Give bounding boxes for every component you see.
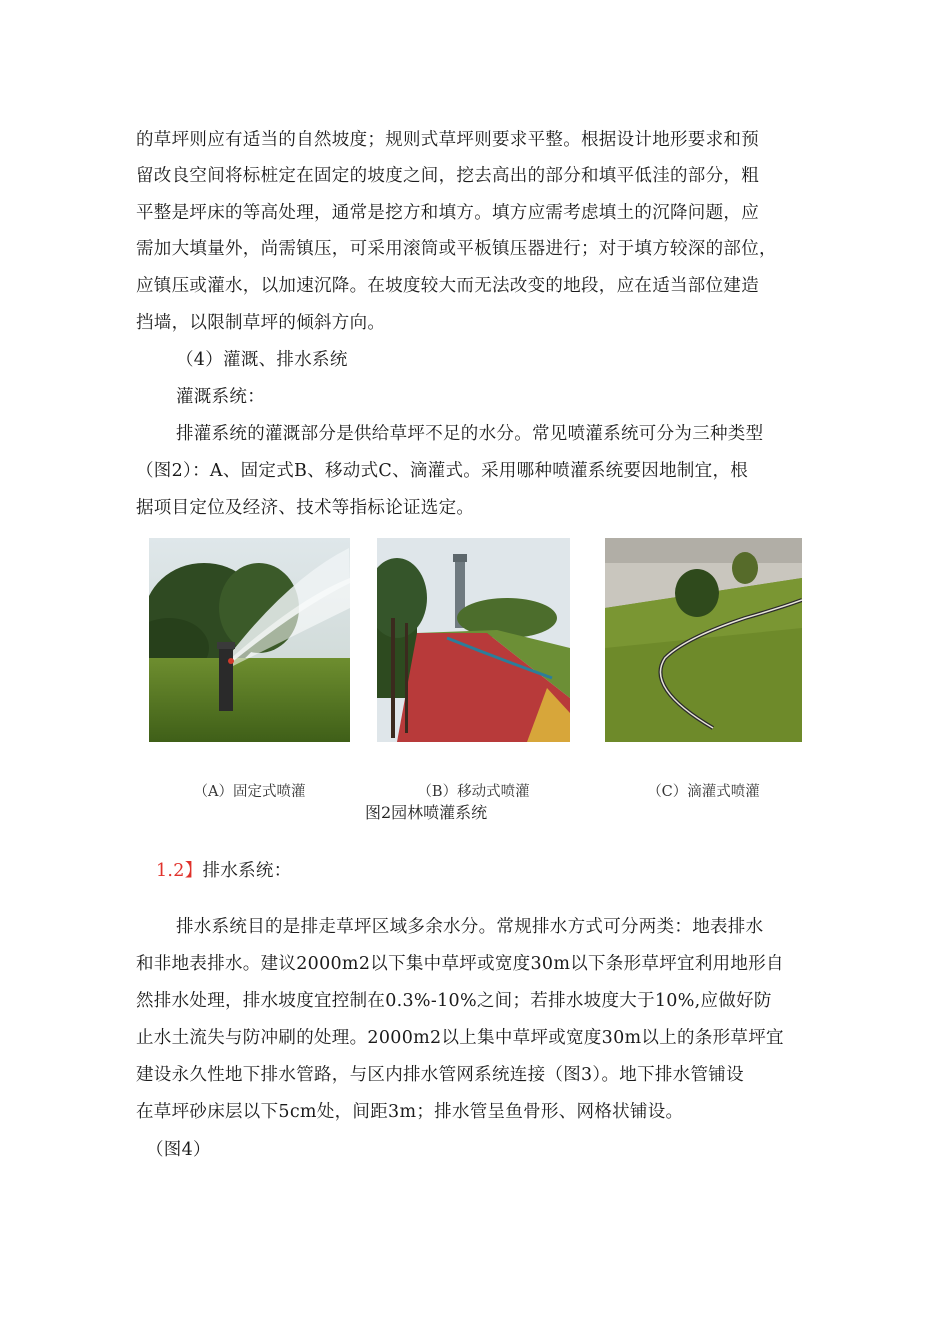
intro-line-5: 应镇压或灌水，以加速沉降。在坡度较大而无法改变的地段，应在适当部位建造 [136,276,759,296]
irrigation-label: 灌溉系统： [176,387,265,407]
figure4-reference: （图4） [146,1140,211,1160]
drainage-heading-number: 1.2】 [156,861,203,881]
photo-mobile-sprinkler [377,538,570,742]
drainage-line-3: 然排水处理，排水坡度宜控制在0.3%-10%之间；若排水坡度大于10%,应做好防 [136,991,772,1011]
drainage-line-5: 建设永久性地下排水管路，与区内排水管网系统连接（图3）。地下排水管铺设 [136,1065,744,1085]
intro-line-3: 平整是坪床的等高处理，通常是挖方和填方。填方应需考虑填土的沉降问题，应 [136,203,759,223]
caption-c: （C）滴灌式喷灌 [647,784,760,800]
intro-line-4: 需加大填量外，尚需镇压，可采用滚筒或平板镇压器进行；对于填方较深的部位， [136,239,777,259]
caption-b: （B）移动式喷灌 [417,784,530,800]
irrigation-line-2: （图2）：A、固定式B、移动式C、滴灌式。采用哪种喷灌系统要因地制宜，根 [136,461,749,481]
figure-title: 图2园林喷灌系统 [365,803,488,822]
drainage-line-1: 排水系统目的是排走草坪区域多余水分。常规排水方式可分两类：地表排水 [176,917,764,937]
section-heading: （4）灌溉、排水系统 [176,350,348,370]
intro-line-1: 的草坪则应有适当的自然坡度；规则式草坪则要求平整。根据设计地形要求和预 [136,130,759,150]
irrigation-line-1: 排灌系统的灌溉部分是供给草坪不足的水分。常见喷灌系统可分为三种类型 [176,424,764,444]
drainage-line-4: 止水土流失与防冲刷的处理。2000m2以上集中草坪或宽度30m以上的条形草坪宜 [136,1028,784,1048]
drainage-heading [156,857,292,882]
photo-fixed-sprinkler [149,538,350,742]
caption-a: （A）固定式喷灌 [193,784,306,800]
intro-line-6: 挡墙，以限制草坪的倾斜方向。 [136,313,386,333]
drainage-heading-label: 排水系统： [202,861,292,881]
drainage-line-2: 和非地表排水。建议2000m2以下集中草坪或宽度30m以下条形草坪宜利用地形自 [136,954,784,974]
intro-line-2: 留改良空间将标桩定在固定的坡度之间，挖去高出的部分和填平低洼的部分，粗 [136,166,759,186]
drainage-line-6: 在草坪砂床层以下5cm处，间距3m；排水管呈鱼骨形、网格状铺设。 [136,1102,684,1122]
irrigation-line-3: 据项目定位及经济、技术等指标论证选定。 [136,498,475,518]
photo-drip-irrigation [605,538,802,742]
